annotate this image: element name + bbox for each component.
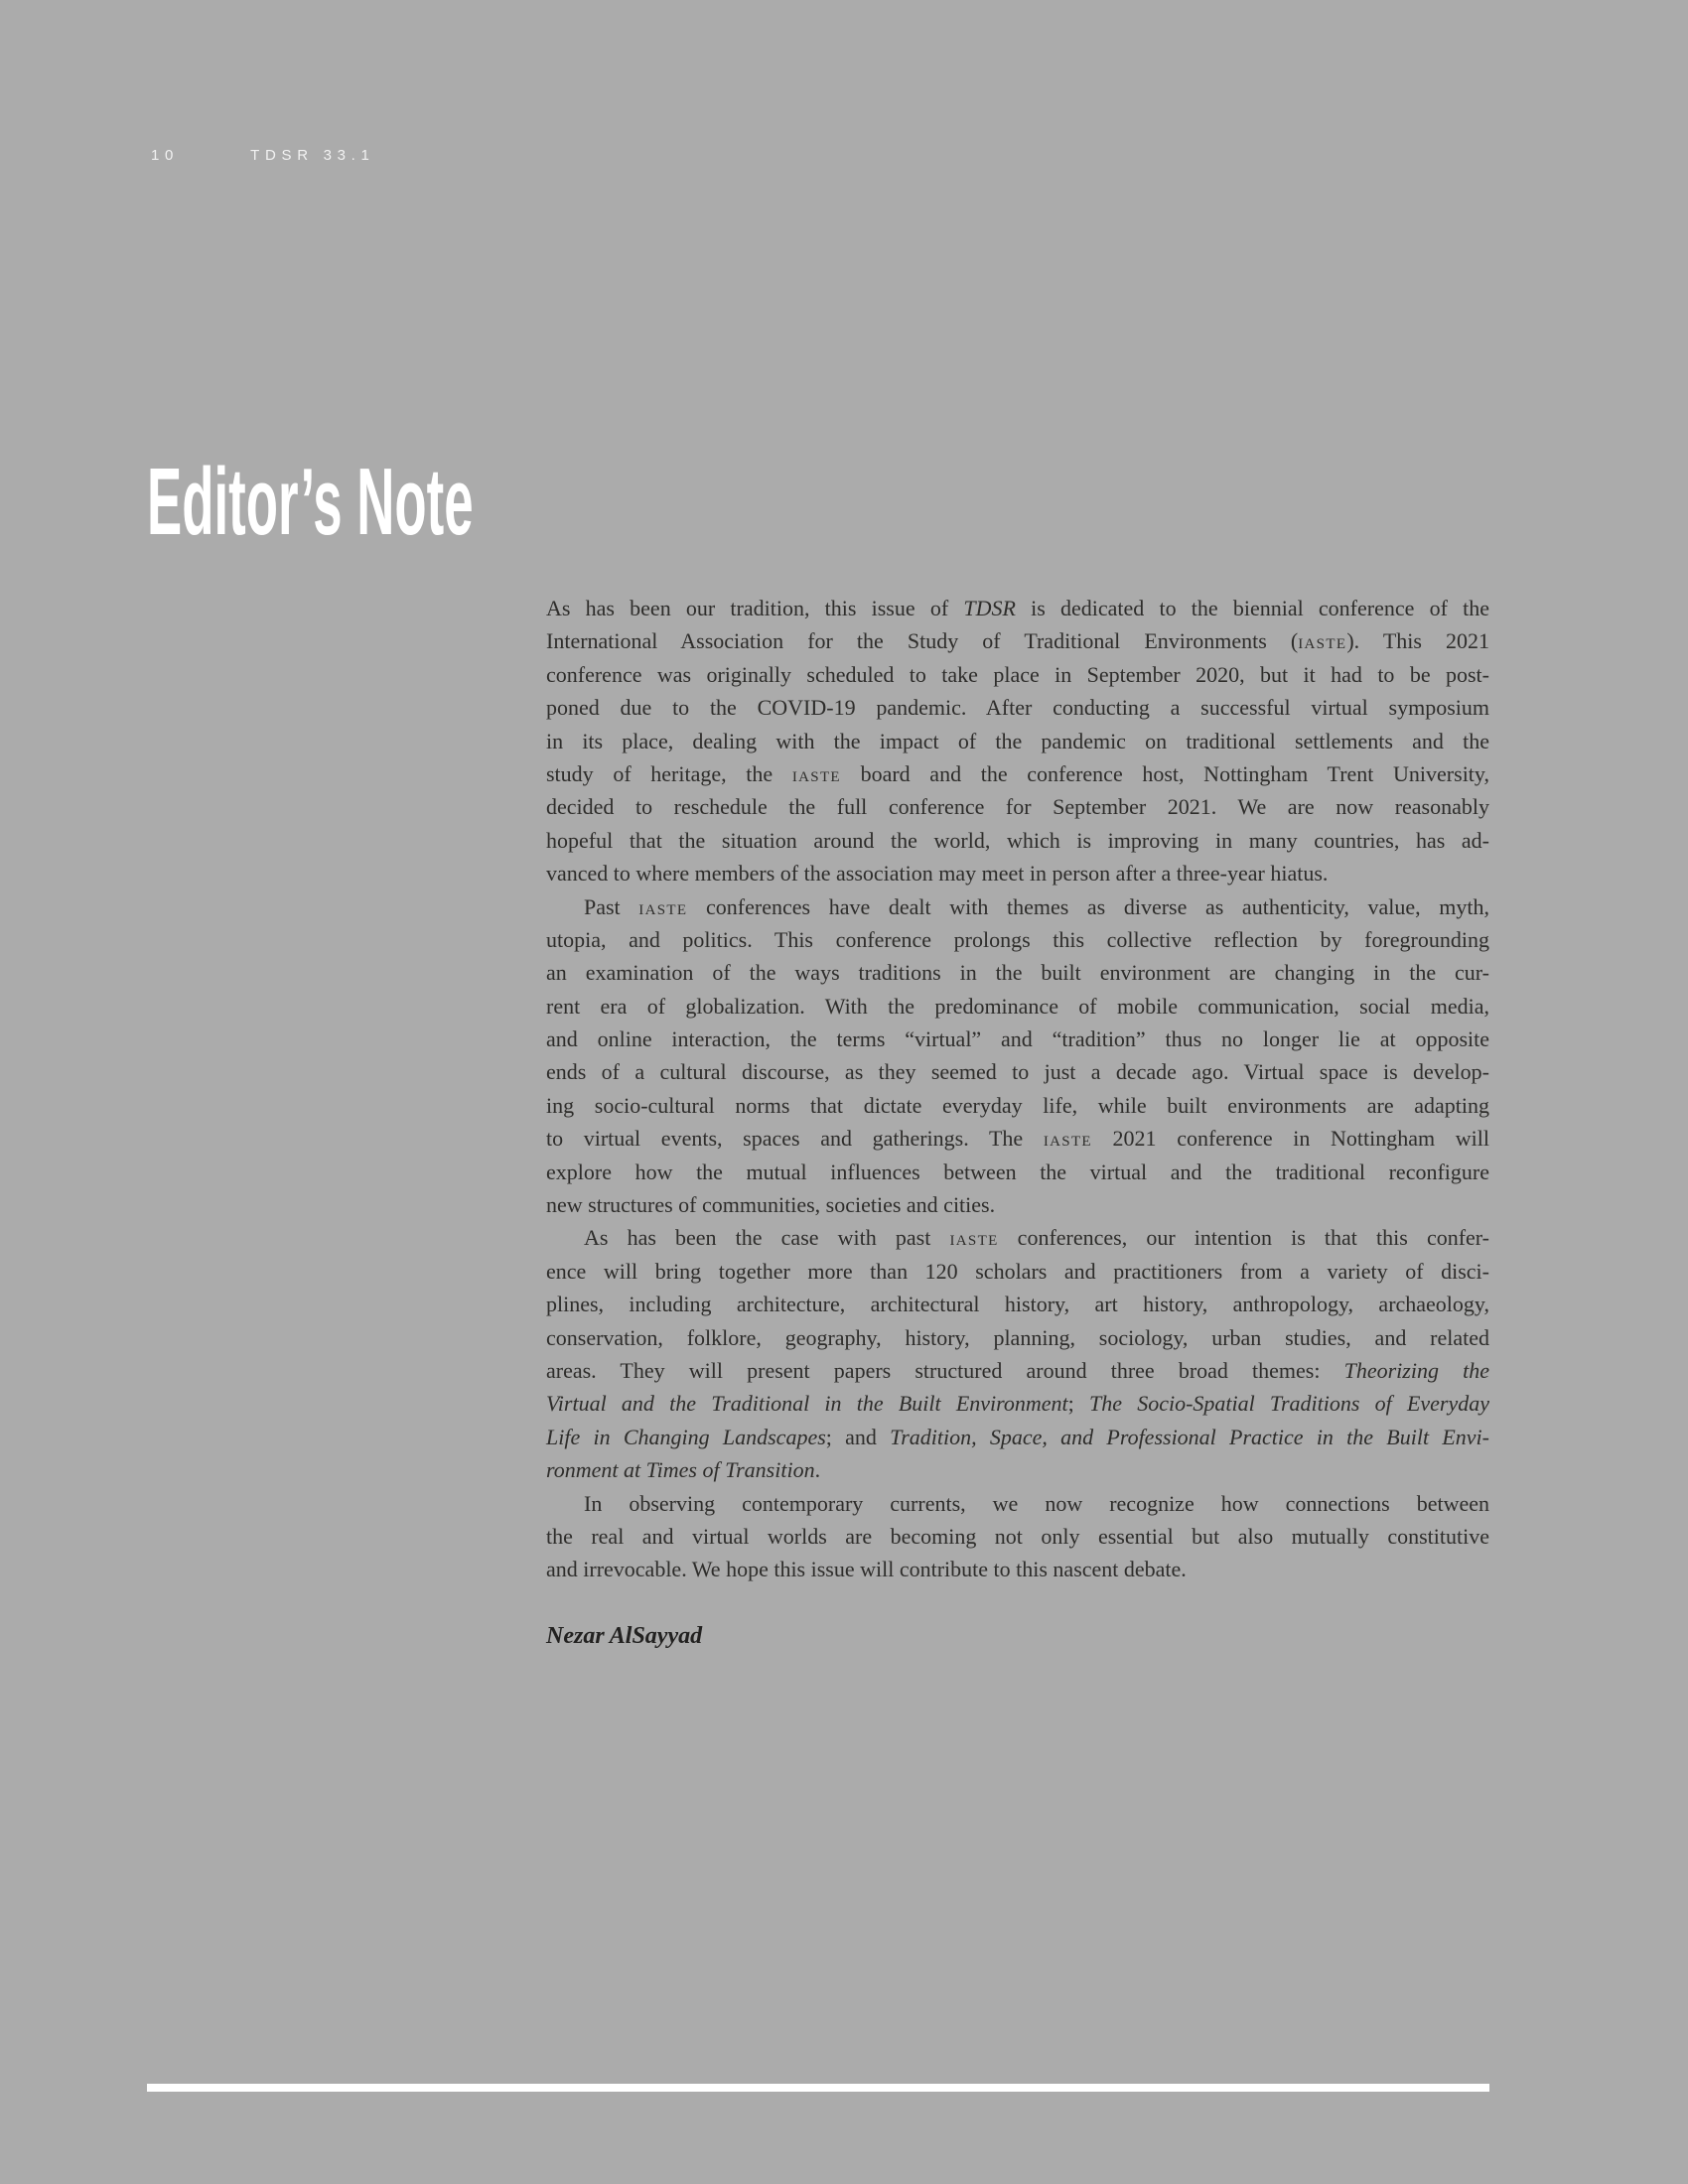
- body-text: conference was originally scheduled to take place in September 2020, but it had to be post-: [546, 661, 1489, 687]
- body-text: conferences have dealt with themes as diverse as authenticity, value, myth,: [687, 893, 1489, 919]
- body-text: vanced to where members of the association may meet in person after a three-year hiatus.: [546, 861, 1329, 887]
- body-text-line: [546, 1156, 1489, 1188]
- body-text: is dedicated to the biennial conference of the: [1015, 596, 1489, 620]
- body-text: ). This 2021: [1346, 628, 1490, 654]
- body-text: utopia, and politics. This conference prolongs this collective reflection by foregrounding: [546, 926, 1489, 952]
- body-text-line: [546, 1421, 1489, 1453]
- body-text: new structures of communities, societies and cities.: [546, 1192, 996, 1218]
- body-text: the real and virtual worlds are becoming not only essential but also mutually constitutive: [546, 1523, 1489, 1549]
- body-text-line: [546, 824, 1489, 857]
- body-text-line: [546, 725, 1489, 757]
- signature: Nezar AlSayyad: [546, 1622, 703, 1649]
- body-text-line: [546, 1487, 1489, 1520]
- italic-text: Theorizing the: [1343, 1357, 1489, 1383]
- body-text: to virtual events, spaces and gatherings. The: [546, 1126, 1044, 1152]
- body-text: study of heritage, the: [546, 760, 792, 786]
- body-text: and irrevocable. We hope this issue will contribute to this nascent debate.: [546, 1557, 1187, 1582]
- body-text: poned due to the COVID-19 pandemic. After conducting a successful virtual symposium: [546, 695, 1489, 721]
- body-text-line: [546, 1553, 1489, 1585]
- body-text: an examination of the ways traditions in the built environment are changing in the cur-: [546, 960, 1489, 986]
- body-text-line: [546, 658, 1489, 691]
- body-text-line: [546, 1288, 1489, 1320]
- body-text: ends of a cultural discourse, as they seemed to just a decade ago. Virtual space is develop-: [546, 1059, 1489, 1085]
- body-text-line: [546, 1122, 1489, 1155]
- body-text-line: [546, 1520, 1489, 1553]
- italic-text: Life in Changing Landscapes: [546, 1424, 826, 1449]
- body-text-line: [546, 1188, 1489, 1221]
- body-text-line: [546, 1321, 1489, 1354]
- body-text-line: [546, 691, 1489, 724]
- italic-text: ronment at Times of Transition: [546, 1457, 815, 1483]
- body-text-line: [546, 624, 1489, 657]
- body-text-line: [546, 990, 1489, 1023]
- body-text: As has been the case with past: [584, 1225, 950, 1251]
- body-text-line: [546, 1354, 1489, 1387]
- body-paragraphs: [546, 592, 1489, 1586]
- editors-note-body: [546, 592, 1489, 1653]
- small-caps-text: iaste: [1298, 628, 1347, 654]
- body-text-line: [546, 1089, 1489, 1122]
- small-caps-text: iaste: [638, 893, 688, 919]
- body-text-line: [546, 1453, 1489, 1486]
- running-header: [151, 147, 375, 164]
- body-text-line: [546, 1221, 1489, 1254]
- body-text: 2021 conference in Nottingham will: [1091, 1126, 1489, 1152]
- body-text: plines, including architecture, architectural history, art history, anthropology, archaeology,: [546, 1292, 1489, 1317]
- small-caps-text: iaste: [949, 1225, 999, 1251]
- body-text-line: [546, 890, 1489, 923]
- body-text: areas. They will present papers structured around three broad themes:: [546, 1357, 1344, 1383]
- body-text: in its place, dealing with the impact of the pandemic on traditional settlements and the: [546, 728, 1489, 753]
- small-caps-text: iaste: [791, 760, 841, 786]
- body-text: decided to reschedule the full conference for September 2021. We are now reasonably: [546, 794, 1489, 820]
- body-text: ing socio-cultural norms that dictate everyday life, while built environments are adapting: [546, 1092, 1489, 1118]
- small-caps-text: iaste: [1043, 1126, 1092, 1152]
- body-text-line: [546, 1387, 1489, 1420]
- body-text: rent era of globalization. With the predominance of mobile communication, social media,: [546, 993, 1489, 1019]
- body-text: hopeful that the situation around the world, which is improving in many countries, has ad-: [546, 827, 1489, 853]
- body-text: conservation, folklore, geography, history, planning, sociology, urban studies, and related: [546, 1324, 1489, 1350]
- body-text-line: [546, 923, 1489, 956]
- body-text-line: [546, 956, 1489, 989]
- journal-reference: TDSR 33.1: [250, 147, 375, 164]
- italic-text: The Socio-Spatial Traditions of Everyday: [1088, 1391, 1489, 1417]
- body-text: and online interaction, the terms “virtual” and “tradition” thus no longer lie at opposite: [546, 1026, 1489, 1052]
- body-text-line: [546, 757, 1489, 790]
- body-text: board and the conference host, Nottingham Trent University,: [840, 760, 1489, 786]
- body-text: ; and: [825, 1424, 891, 1449]
- page-number: 10: [151, 147, 180, 164]
- italic-text: Virtual and the Traditional in the Built Environment: [546, 1391, 1068, 1417]
- italic-text: TDSR: [963, 596, 1016, 620]
- body-text-line: [546, 1255, 1489, 1288]
- body-text: ;: [1067, 1391, 1089, 1417]
- body-text: ence will bring together more than 120 scholars and practitioners from a variety of disci-: [546, 1258, 1489, 1284]
- body-text: Past: [584, 893, 639, 919]
- body-text-line: [546, 592, 1489, 624]
- body-text-line: [546, 790, 1489, 823]
- body-text-line: [546, 1023, 1489, 1055]
- body-text: International Association for the Study of Traditional Environments (: [546, 628, 1299, 654]
- bottom-rule-divider: [147, 2084, 1489, 2092]
- body-text: .: [814, 1457, 821, 1483]
- body-text: conferences, our intention is that this confer-: [998, 1225, 1490, 1251]
- page-title: Editor’s Note: [147, 449, 474, 556]
- body-text: As has been our tradition, this issue of: [546, 596, 964, 620]
- body-text-line: [546, 1055, 1489, 1088]
- body-text: explore how the mutual influences between the virtual and the traditional reconfigure: [546, 1159, 1489, 1184]
- italic-text: Tradition, Space, and Professional Practice in the Built Envi-: [890, 1424, 1489, 1449]
- body-text: In observing contemporary currents, we now recognize how connections between: [584, 1490, 1489, 1516]
- body-text-line: [546, 857, 1489, 889]
